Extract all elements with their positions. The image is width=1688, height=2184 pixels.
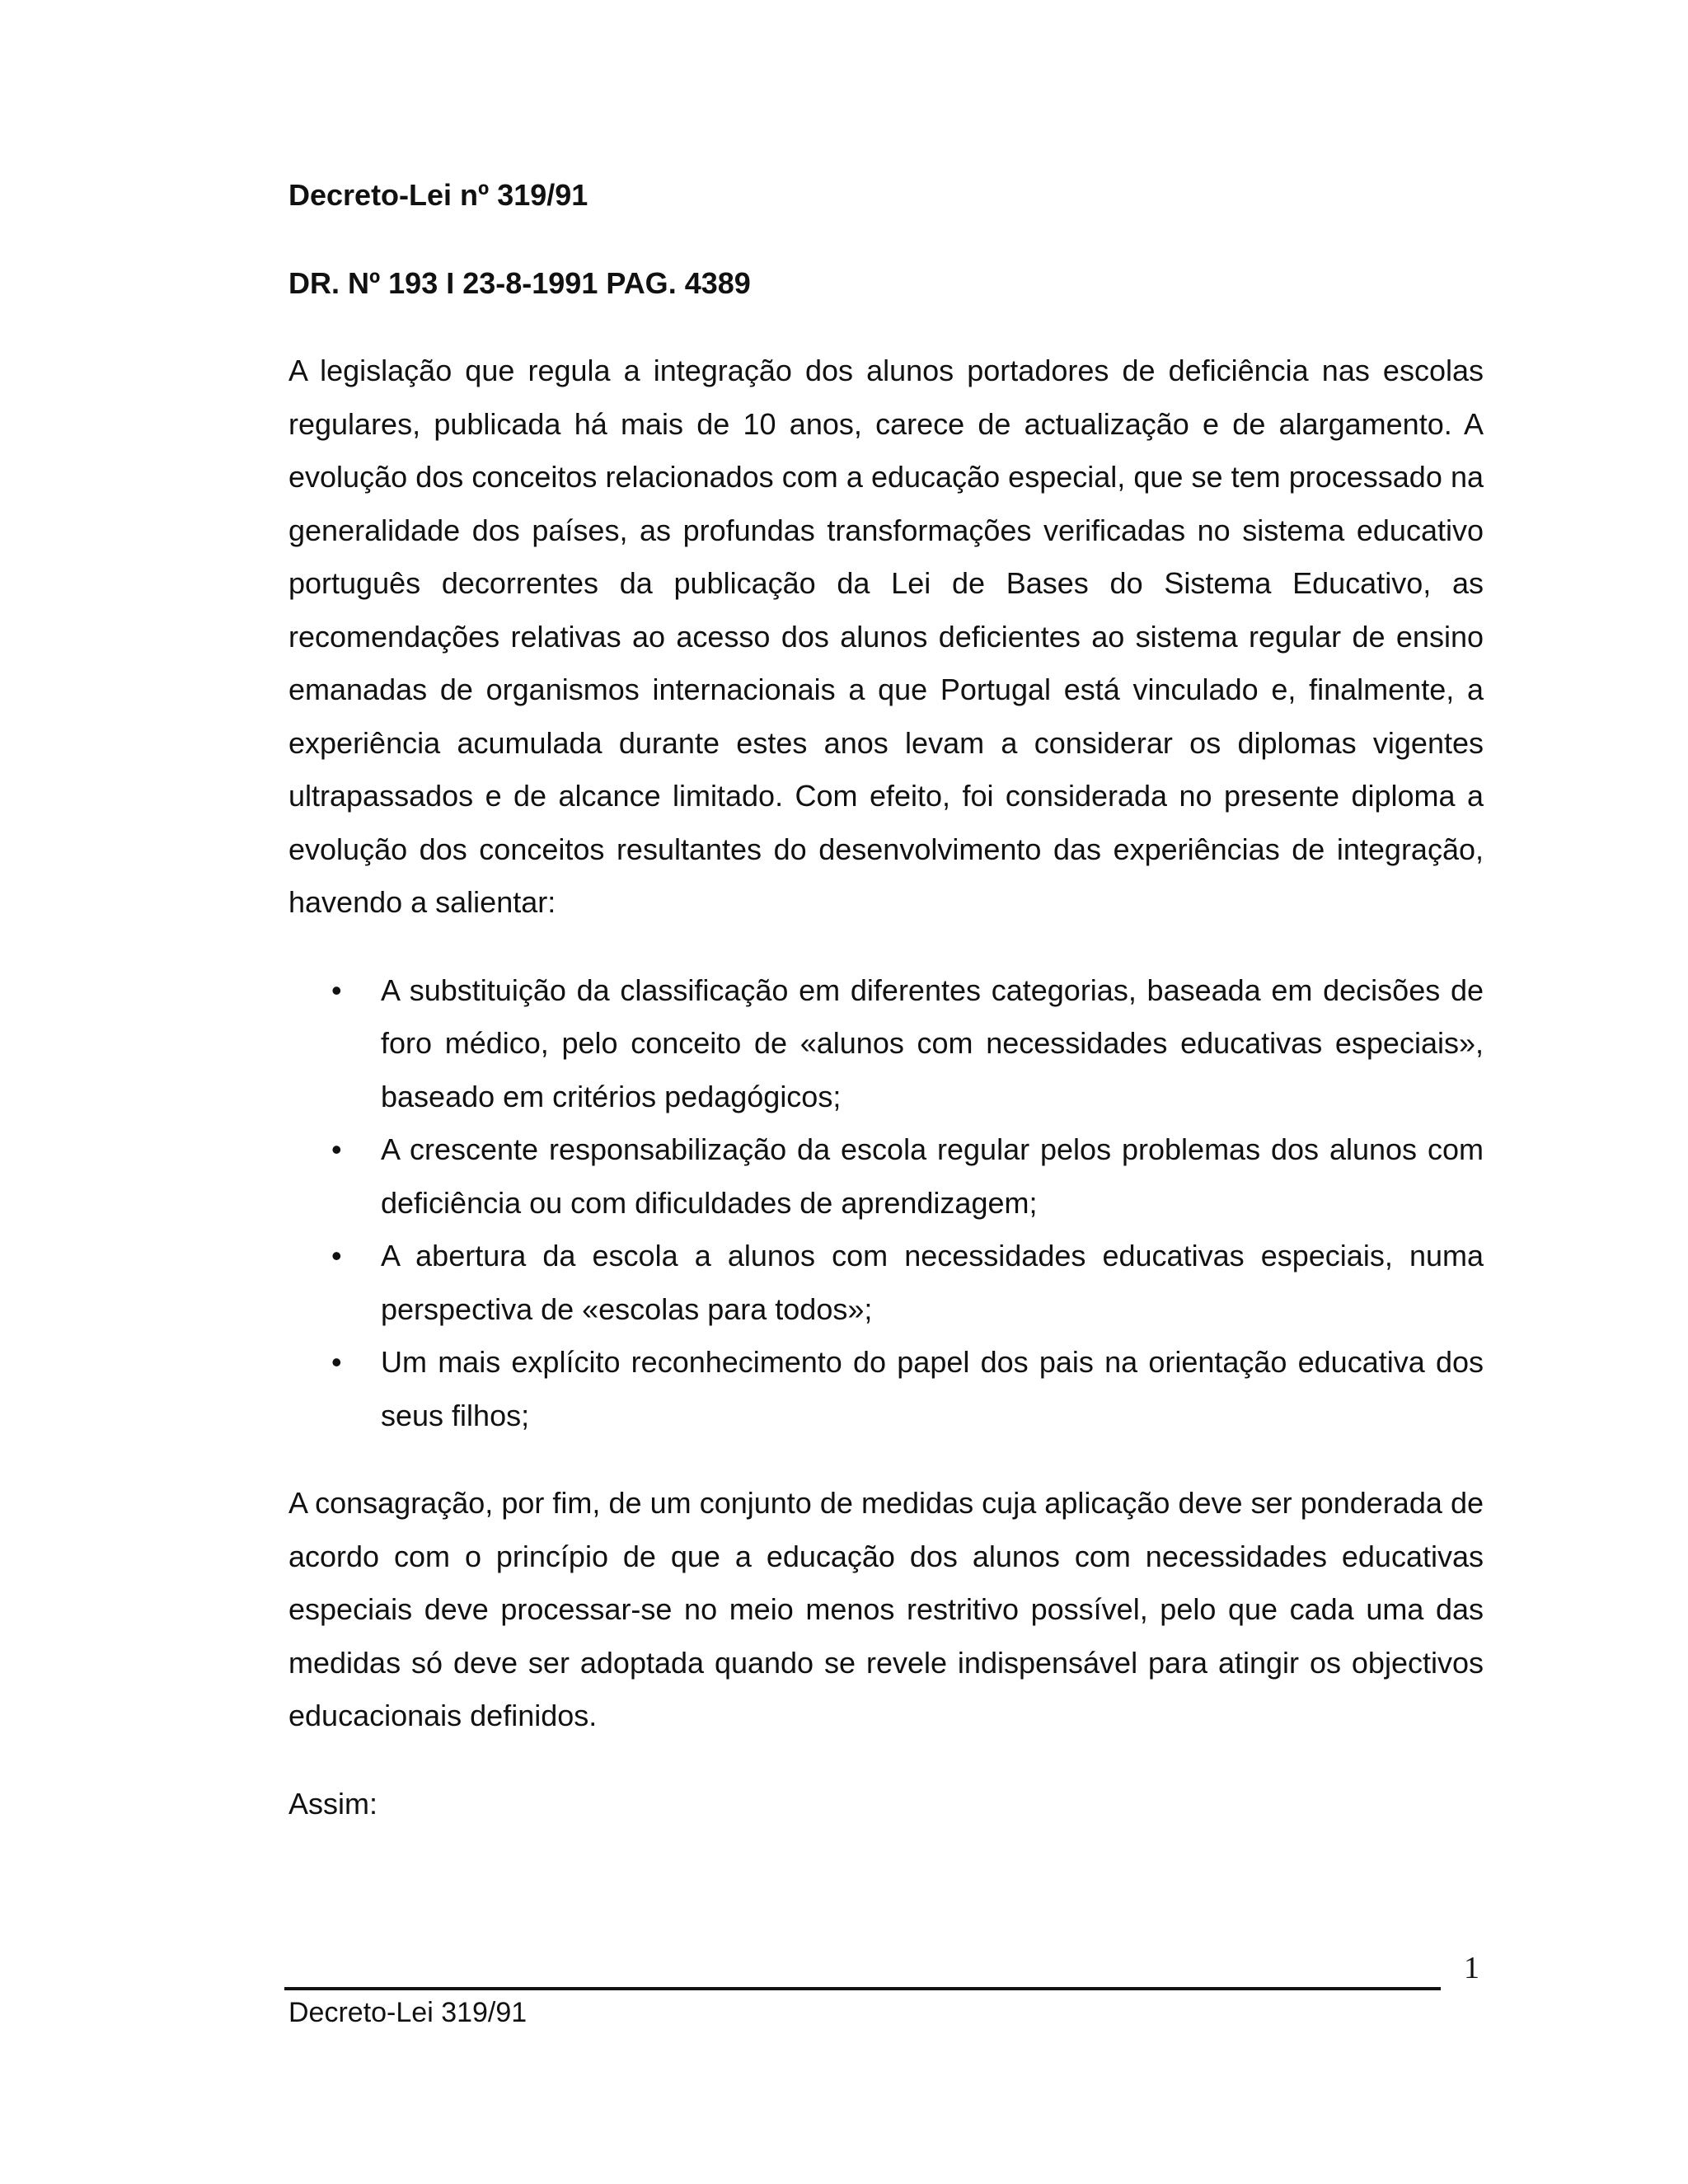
bullet-list [288,964,1484,1443]
bullet-icon: • [331,1239,342,1272]
list-item [288,1336,1484,1442]
publication-reference: DR. Nº 193 I 23-8-1991 PAG. 4389 [288,265,751,300]
conclusion-paragraph: A consagração, por fim, de um conjunto de medidas cuja aplicação deve ser ponderada de acordo com o princípio de que a educação dos alunos com necessidades educativas especiais deve processar-se no meio menos restritivo possível, pelo que cada uma das medidas só deve ser adoptada quando se revele indispensável para atingir os objectivos educacionais definidos. [288,1486,1484,1732]
document-body [288,169,1484,1830]
intro-paragraph: A legislação que regula a integração dos alunos portadores de deficiência nas escolas regulares, publicada há mais de 10 anos, carece de actualização e de alargamento. A evolução dos conceitos relacionados com a educação especial, que se tem processado na generalidade dos países, as profundas transformações verificadas no sistema educativo português decorrentes da publicação da Lei de Bases do Sistema Educativo, as recomendações relativas ao acesso dos alunos deficientes ao sistema regular de ensino emanadas de organismos internacionais a que Portugal está vinculado e, finalmente, a experiência acumulada durante estes anos levam a considerar os diplomas vigentes ultrapassados e de alcance limitado. Com efeito, foi considerada no presente diploma a evolução dos conceitos resultantes do desenvolvimento das experiências de integração, havendo a salientar: [288,354,1484,919]
list-item-text: Um mais explícito reconhecimento do papel dos pais na orientação educativa dos seus filhos; [381,1345,1484,1432]
list-item [288,1123,1484,1230]
closing-text: Assim: [288,1786,377,1821]
decree-title: Decreto-Lei nº 319/91 [288,178,588,212]
list-item-text: A crescente responsabilização da escola regular pelos problemas dos alunos com deficiência ou com dificuldades de aprendizagem; [381,1132,1484,1220]
footer-label: Decreto-Lei 319/91 [288,1997,528,2028]
list-item [288,964,1484,1124]
page-number: 1 [1464,1951,1479,1985]
bullet-icon: • [331,1132,342,1166]
list-item-text: A abertura da escola a alunos com necessidades educativas especiais, numa perspectiva de «escolas para todos»; [381,1239,1484,1326]
list-item [288,1230,1484,1336]
bullet-icon: • [331,972,342,1007]
list-item-text: A substituição da classificação em diferentes categorias, baseada em decisões de foro médico, pelo conceito de «alunos com necessidades educativas especiais», baseado em critérios pedagógicos; [381,972,1484,1113]
bullet-icon: • [331,1345,342,1379]
footer-divider [284,1987,1441,1990]
